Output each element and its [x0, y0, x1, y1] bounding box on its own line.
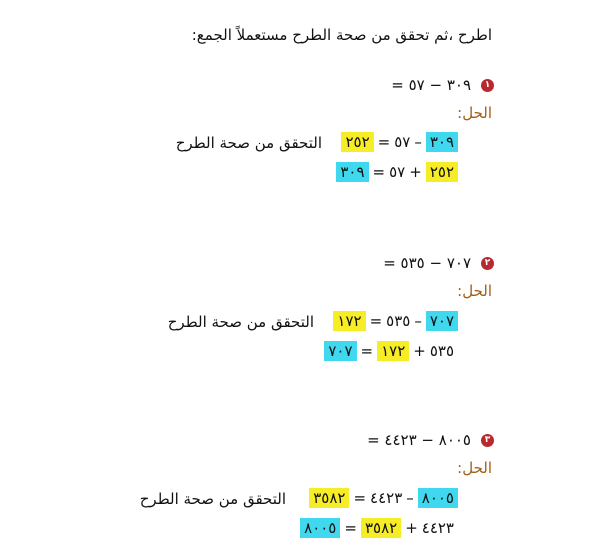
addition-check: [324, 341, 454, 361]
check-label: التحقق من صحة الطرح: [167, 313, 314, 331]
subtraction-equation: [309, 488, 458, 508]
equals: =: [369, 312, 383, 330]
minuend: ٨٠٠٥: [418, 488, 458, 508]
sum: ٨٠٠٥: [300, 518, 340, 538]
equals: =: [360, 342, 374, 360]
problem-1: [391, 76, 494, 94]
problem-question: ٨٠٠٥ − ٤٤٢٣ =: [367, 431, 471, 449]
addition-check: [336, 162, 458, 182]
operator: +: [409, 163, 422, 181]
subtrahend: ٤٤٢٣: [370, 489, 403, 507]
addend-1: ٥٣٥: [429, 342, 454, 360]
solution-label: الحل:: [457, 104, 492, 122]
operator: +: [405, 519, 418, 537]
difference: ٣٥٨٢: [309, 488, 349, 508]
equals: =: [353, 489, 367, 507]
equals: =: [377, 133, 391, 151]
problem-number-badge: ٣: [481, 434, 494, 447]
operator: –: [414, 312, 422, 330]
problem-3: [367, 431, 494, 449]
problem-question: ٣٠٩ − ٥٧ =: [391, 76, 471, 94]
difference: ٢٥٢: [341, 132, 373, 152]
minuend: ٣٠٩: [426, 132, 458, 152]
solution-label: الحل:: [457, 282, 492, 300]
operator: –: [414, 133, 422, 151]
subtraction-equation: [333, 311, 458, 331]
addend-1: ٢٥٢: [426, 162, 458, 182]
solution-label: الحل:: [457, 459, 492, 477]
operator: +: [413, 342, 426, 360]
addition-check: [300, 518, 454, 538]
subtrahend: ٥٣٥: [386, 312, 411, 330]
problem-question: ٧٠٧ − ٥٣٥ =: [383, 254, 471, 272]
addend-1: ٤٤٢٣: [421, 519, 454, 537]
problem-number-badge: ٢: [481, 257, 494, 270]
addend-2: ٥٧: [389, 163, 406, 181]
problem-number-badge: ١: [481, 79, 494, 92]
instruction: اطرح ،ثم تحقق من صحة الطرح مستعملاً الجمع:: [191, 26, 492, 44]
equals: =: [344, 519, 357, 537]
sum: ٧٠٧: [324, 341, 356, 361]
addend-2: ٣٥٨٢: [361, 518, 401, 538]
check-label: التحقق من صحة الطرح: [139, 490, 286, 508]
check-label: التحقق من صحة الطرح: [175, 134, 322, 152]
subtraction-equation: [341, 132, 458, 152]
addend-2: ١٧٢: [377, 341, 409, 361]
problem-2: [383, 254, 494, 272]
difference: ١٧٢: [333, 311, 365, 331]
operator: –: [406, 489, 414, 507]
equals: =: [372, 163, 386, 181]
minuend: ٧٠٧: [426, 311, 458, 331]
sum: ٣٠٩: [336, 162, 368, 182]
subtrahend: ٥٧: [394, 133, 411, 151]
